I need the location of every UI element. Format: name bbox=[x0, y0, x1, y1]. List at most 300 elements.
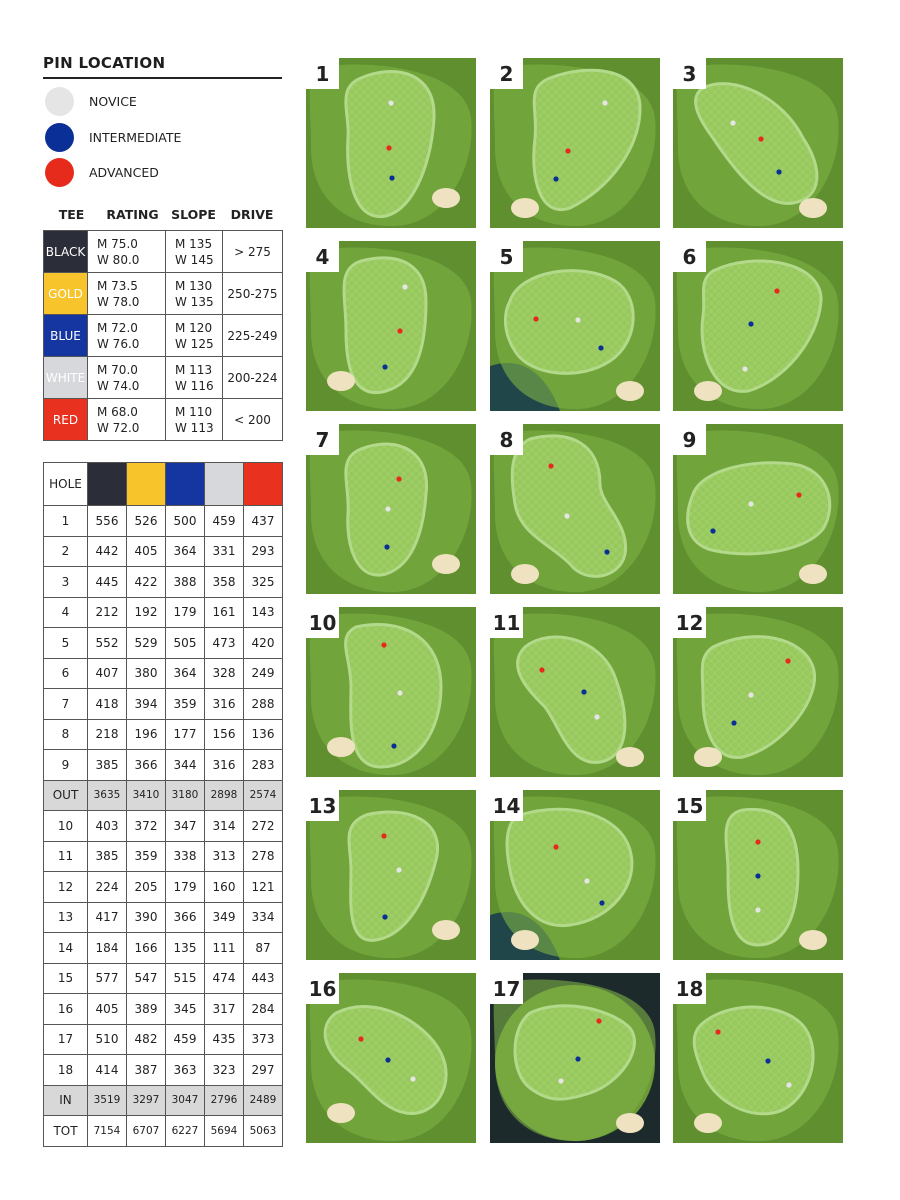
hole-number-badge: 10 bbox=[306, 607, 339, 638]
yardage-cell: 437 bbox=[244, 506, 283, 537]
yardage-cell: 249 bbox=[244, 658, 283, 689]
yardage-cell: 577 bbox=[88, 963, 127, 994]
yardage-cell: 500 bbox=[166, 506, 205, 537]
drive-cell: 250-275 bbox=[223, 273, 283, 315]
hole-number: 2 bbox=[44, 536, 88, 567]
yardage-cell: 323 bbox=[205, 1055, 244, 1086]
yardage-cell: 2574 bbox=[244, 780, 283, 811]
yardage-cell: 403 bbox=[88, 811, 127, 842]
yardage-cell: 5694 bbox=[205, 1116, 244, 1147]
yardage-cell: 196 bbox=[127, 719, 166, 750]
green-diagram-18 bbox=[673, 973, 843, 1143]
yardage-cell: 366 bbox=[166, 902, 205, 933]
yardage-cell: 473 bbox=[205, 628, 244, 659]
yardage-cell: 407 bbox=[88, 658, 127, 689]
yardage-cell: 3297 bbox=[127, 1085, 166, 1116]
rating-men: M 75.0 bbox=[97, 236, 138, 251]
yardage-cell: 7154 bbox=[88, 1116, 127, 1147]
advanced-pin bbox=[785, 658, 790, 663]
green-diagram-6 bbox=[673, 241, 843, 411]
yardage-cell: 328 bbox=[205, 658, 244, 689]
drive-cell: 200-224 bbox=[223, 357, 283, 399]
intermediate-pin bbox=[776, 169, 781, 174]
yardage-cell: 442 bbox=[88, 536, 127, 567]
yardage-cell: 325 bbox=[244, 567, 283, 598]
advanced-pin bbox=[548, 463, 553, 468]
yardage-cell: 3047 bbox=[166, 1085, 205, 1116]
hole-row bbox=[44, 536, 283, 567]
slope-women: W 145 bbox=[175, 252, 214, 267]
yardage-cell: 405 bbox=[88, 994, 127, 1025]
hole-row bbox=[44, 567, 283, 598]
yardage-cell: 6707 bbox=[127, 1116, 166, 1147]
yardage-cell: 443 bbox=[244, 963, 283, 994]
hole-number: TOT bbox=[44, 1116, 88, 1147]
novice-pin-swatch bbox=[45, 87, 74, 116]
yardage-cell: 363 bbox=[166, 1055, 205, 1086]
yardage-cell: 347 bbox=[166, 811, 205, 842]
rating-women: W 74.0 bbox=[97, 378, 140, 393]
yardage-cell: 385 bbox=[88, 750, 127, 781]
hole-number-badge: 13 bbox=[306, 790, 339, 821]
intermediate-pin bbox=[382, 914, 387, 919]
legend-intermediate bbox=[45, 122, 181, 152]
hole-number-badge: 8 bbox=[490, 424, 523, 455]
yardage-cell: 420 bbox=[244, 628, 283, 659]
slope-women: W 116 bbox=[175, 378, 214, 393]
tee-row bbox=[44, 357, 283, 399]
advanced-pin bbox=[396, 476, 401, 481]
intermediate-pin bbox=[384, 544, 389, 549]
yardage-cell: 316 bbox=[205, 750, 244, 781]
yardage-cell: 394 bbox=[127, 689, 166, 720]
tee-row bbox=[44, 273, 283, 315]
yardage-cell: 313 bbox=[205, 841, 244, 872]
slope-cell bbox=[166, 315, 223, 357]
novice-pin bbox=[742, 366, 747, 371]
hole-row bbox=[44, 811, 283, 842]
yardage-cell: 2898 bbox=[205, 780, 244, 811]
yardage-cell: 474 bbox=[205, 963, 244, 994]
slope-cell bbox=[166, 357, 223, 399]
hole-number-badge: 18 bbox=[673, 973, 706, 1004]
tee-row bbox=[44, 231, 283, 273]
yardage-cell: 388 bbox=[166, 567, 205, 598]
hole-number-badge: 4 bbox=[306, 241, 339, 272]
novice-pin bbox=[402, 284, 407, 289]
yardage-cell: 314 bbox=[205, 811, 244, 842]
hole-row bbox=[44, 750, 283, 781]
intermediate-pin-swatch bbox=[45, 123, 74, 152]
yardage-cell: 143 bbox=[244, 597, 283, 628]
hole-row bbox=[44, 963, 283, 994]
yardage-cell: 344 bbox=[166, 750, 205, 781]
yardage-cell: 284 bbox=[244, 994, 283, 1025]
yardage-cell: 3635 bbox=[88, 780, 127, 811]
yardage-cell: 422 bbox=[127, 567, 166, 598]
rating-men: M 73.5 bbox=[97, 278, 138, 293]
advanced-pin bbox=[755, 839, 760, 844]
advanced-pin bbox=[539, 667, 544, 672]
black-tee-swatch bbox=[88, 463, 127, 506]
yardage-cell: 389 bbox=[127, 994, 166, 1025]
drive-header: DRIVE bbox=[230, 207, 274, 222]
green-diagram-7 bbox=[306, 424, 476, 594]
yardage-cell: 192 bbox=[127, 597, 166, 628]
yardage-cell: 359 bbox=[127, 841, 166, 872]
hole-number: IN bbox=[44, 1085, 88, 1116]
rating-women: W 72.0 bbox=[97, 420, 140, 435]
hole-number-badge: 1 bbox=[306, 58, 339, 89]
yardage-cell: 338 bbox=[166, 841, 205, 872]
hole-row bbox=[44, 902, 283, 933]
intermediate-pin bbox=[748, 321, 753, 326]
hole-number: 7 bbox=[44, 689, 88, 720]
blue-tee-swatch bbox=[166, 463, 205, 506]
scorecard-table bbox=[43, 462, 283, 1147]
yardage-cell: 331 bbox=[205, 536, 244, 567]
advanced-pin-swatch bbox=[45, 158, 74, 187]
novice-pin bbox=[558, 1078, 563, 1083]
rating-cell bbox=[88, 315, 166, 357]
yardage-cell: 2489 bbox=[244, 1085, 283, 1116]
slope-men: M 130 bbox=[175, 278, 213, 293]
legend-label: INTERMEDIATE bbox=[89, 129, 182, 145]
tee-row bbox=[44, 399, 283, 441]
advanced-pin bbox=[533, 316, 538, 321]
tee-table-header bbox=[43, 207, 282, 222]
yardage-cell: 316 bbox=[205, 689, 244, 720]
yardage-cell: 87 bbox=[244, 933, 283, 964]
intermediate-pin bbox=[598, 345, 603, 350]
yardage-cell: 111 bbox=[205, 933, 244, 964]
yardage-cell: 272 bbox=[244, 811, 283, 842]
legend-advanced bbox=[45, 157, 159, 187]
hole-number: 16 bbox=[44, 994, 88, 1025]
hole-number-badge: 3 bbox=[673, 58, 706, 89]
hole-number: 8 bbox=[44, 719, 88, 750]
hole-number: 4 bbox=[44, 597, 88, 628]
yardage-cell: 505 bbox=[166, 628, 205, 659]
intermediate-pin bbox=[755, 873, 760, 878]
rating-cell bbox=[88, 231, 166, 273]
yardage-cell: 510 bbox=[88, 1024, 127, 1055]
slope-cell bbox=[166, 273, 223, 315]
novice-pin bbox=[584, 878, 589, 883]
intermediate-pin bbox=[382, 364, 387, 369]
intermediate-pin bbox=[710, 528, 715, 533]
rating-men: M 72.0 bbox=[97, 320, 138, 335]
slope-men: M 113 bbox=[175, 362, 213, 377]
advanced-pin bbox=[381, 833, 386, 838]
rating-women: W 78.0 bbox=[97, 294, 140, 309]
slope-cell bbox=[166, 399, 223, 441]
subtotal-row bbox=[44, 1085, 283, 1116]
hole-number-badge: 5 bbox=[490, 241, 523, 272]
hole-row bbox=[44, 1024, 283, 1055]
novice-pin bbox=[755, 907, 760, 912]
hole-row bbox=[44, 933, 283, 964]
yardage-cell: 156 bbox=[205, 719, 244, 750]
green-diagram-15 bbox=[673, 790, 843, 960]
yardage-cell: 372 bbox=[127, 811, 166, 842]
rating-women: W 76.0 bbox=[97, 336, 140, 351]
hole-row bbox=[44, 841, 283, 872]
yardage-cell: 177 bbox=[166, 719, 205, 750]
hole-row bbox=[44, 628, 283, 659]
advanced-pin bbox=[553, 844, 558, 849]
novice-pin bbox=[748, 501, 753, 506]
slope-header: SLOPE bbox=[171, 207, 216, 222]
hole-row bbox=[44, 658, 283, 689]
yardage-cell: 364 bbox=[166, 658, 205, 689]
green-diagram-14 bbox=[490, 790, 660, 960]
tee-name: BLACK bbox=[44, 231, 88, 273]
white-tee-swatch bbox=[205, 463, 244, 506]
intermediate-pin bbox=[391, 743, 396, 748]
hole-row bbox=[44, 719, 283, 750]
advanced-pin bbox=[596, 1018, 601, 1023]
novice-pin bbox=[786, 1082, 791, 1087]
yardage-cell: 3519 bbox=[88, 1085, 127, 1116]
novice-pin bbox=[730, 120, 735, 125]
yardage-cell: 179 bbox=[166, 872, 205, 903]
yardage-cell: 5063 bbox=[244, 1116, 283, 1147]
yardage-cell: 358 bbox=[205, 567, 244, 598]
hole-number-badge: 14 bbox=[490, 790, 523, 821]
tee-name: RED bbox=[44, 399, 88, 441]
rating-header: RATING bbox=[106, 207, 159, 222]
hole-number: 15 bbox=[44, 963, 88, 994]
hole-number-badge: 7 bbox=[306, 424, 339, 455]
intermediate-pin bbox=[765, 1058, 770, 1063]
yardage-cell: 385 bbox=[88, 841, 127, 872]
hole-number-badge: 9 bbox=[673, 424, 706, 455]
hole-number: 17 bbox=[44, 1024, 88, 1055]
hole-row bbox=[44, 1055, 283, 1086]
yardage-cell: 366 bbox=[127, 750, 166, 781]
yardage-cell: 387 bbox=[127, 1055, 166, 1086]
hole-row bbox=[44, 994, 283, 1025]
slope-men: M 135 bbox=[175, 236, 213, 251]
tee-header: TEE bbox=[58, 207, 85, 222]
green-diagram-5 bbox=[490, 241, 660, 411]
intermediate-pin bbox=[581, 689, 586, 694]
tee-info-table bbox=[43, 230, 283, 441]
yardage-cell: 482 bbox=[127, 1024, 166, 1055]
hole-row bbox=[44, 506, 283, 537]
novice-pin bbox=[410, 1076, 415, 1081]
advanced-pin bbox=[796, 492, 801, 497]
green-diagram-9 bbox=[673, 424, 843, 594]
hole-number: OUT bbox=[44, 780, 88, 811]
pin-location-title: PIN LOCATION bbox=[43, 54, 166, 72]
rating-men: M 70.0 bbox=[97, 362, 138, 377]
hole-number-badge: 2 bbox=[490, 58, 523, 89]
yardage-cell: 435 bbox=[205, 1024, 244, 1055]
yardage-cell: 224 bbox=[88, 872, 127, 903]
hole-number: 18 bbox=[44, 1055, 88, 1086]
green-diagram-3 bbox=[673, 58, 843, 228]
yardage-cell: 205 bbox=[127, 872, 166, 903]
yardage-cell: 552 bbox=[88, 628, 127, 659]
yardage-cell: 459 bbox=[205, 506, 244, 537]
green-diagram-13 bbox=[306, 790, 476, 960]
advanced-pin bbox=[397, 328, 402, 333]
novice-pin bbox=[396, 867, 401, 872]
yardage-cell: 293 bbox=[244, 536, 283, 567]
yardage-cell: 459 bbox=[166, 1024, 205, 1055]
yardage-cell: 445 bbox=[88, 567, 127, 598]
scorecard-header-row bbox=[44, 463, 283, 506]
yardage-cell: 283 bbox=[244, 750, 283, 781]
yardage-cell: 3410 bbox=[127, 780, 166, 811]
yardage-cell: 317 bbox=[205, 994, 244, 1025]
hole-row bbox=[44, 597, 283, 628]
yardage-cell: 414 bbox=[88, 1055, 127, 1086]
yardage-cell: 179 bbox=[166, 597, 205, 628]
rating-men: M 68.0 bbox=[97, 404, 138, 419]
green-diagram-11 bbox=[490, 607, 660, 777]
red-tee-swatch bbox=[244, 463, 283, 506]
yardage-cell: 556 bbox=[88, 506, 127, 537]
subtotal-row bbox=[44, 780, 283, 811]
green-diagram-12 bbox=[673, 607, 843, 777]
rating-cell bbox=[88, 357, 166, 399]
rating-cell bbox=[88, 399, 166, 441]
green-diagram-16 bbox=[306, 973, 476, 1143]
yardage-cell: 161 bbox=[205, 597, 244, 628]
intermediate-pin bbox=[553, 176, 558, 181]
rating-women: W 80.0 bbox=[97, 252, 140, 267]
rating-cell bbox=[88, 273, 166, 315]
yardage-cell: 345 bbox=[166, 994, 205, 1025]
hole-number: 5 bbox=[44, 628, 88, 659]
yardage-cell: 288 bbox=[244, 689, 283, 720]
yardage-cell: 184 bbox=[88, 933, 127, 964]
hole-number-badge: 6 bbox=[673, 241, 706, 272]
green-diagram-10 bbox=[306, 607, 476, 777]
yardage-cell: 212 bbox=[88, 597, 127, 628]
yardage-cell: 334 bbox=[244, 902, 283, 933]
hole-number: 1 bbox=[44, 506, 88, 537]
intermediate-pin bbox=[389, 175, 394, 180]
advanced-pin bbox=[774, 288, 779, 293]
hole-number: 13 bbox=[44, 902, 88, 933]
hole-number-badge: 17 bbox=[490, 973, 523, 1004]
legend-novice bbox=[45, 86, 137, 116]
gold-tee-swatch bbox=[127, 463, 166, 506]
hole-number: 12 bbox=[44, 872, 88, 903]
hole-number-badge: 15 bbox=[673, 790, 706, 821]
novice-pin bbox=[748, 692, 753, 697]
hole-row bbox=[44, 872, 283, 903]
yardage-cell: 135 bbox=[166, 933, 205, 964]
yardage-cell: 515 bbox=[166, 963, 205, 994]
yardage-cell: 349 bbox=[205, 902, 244, 933]
hole-number: 10 bbox=[44, 811, 88, 842]
green-diagram-8 bbox=[490, 424, 660, 594]
hole-number-badge: 11 bbox=[490, 607, 523, 638]
slope-women: W 113 bbox=[175, 420, 214, 435]
yardage-cell: 166 bbox=[127, 933, 166, 964]
slope-women: W 125 bbox=[175, 336, 214, 351]
yardage-cell: 417 bbox=[88, 902, 127, 933]
hole-number: 9 bbox=[44, 750, 88, 781]
hole-number-badge: 12 bbox=[673, 607, 706, 638]
tee-name: GOLD bbox=[44, 273, 88, 315]
yardage-cell: 373 bbox=[244, 1024, 283, 1055]
hole-number: 6 bbox=[44, 658, 88, 689]
yardage-cell: 136 bbox=[244, 719, 283, 750]
yardage-cell: 121 bbox=[244, 872, 283, 903]
slope-men: M 120 bbox=[175, 320, 213, 335]
green-diagram-4 bbox=[306, 241, 476, 411]
intermediate-pin bbox=[604, 549, 609, 554]
yardage-cell: 405 bbox=[127, 536, 166, 567]
intermediate-pin bbox=[731, 720, 736, 725]
hole-header: HOLE bbox=[44, 463, 88, 506]
hole-number: 14 bbox=[44, 933, 88, 964]
yardage-cell: 547 bbox=[127, 963, 166, 994]
drive-cell: 225-249 bbox=[223, 315, 283, 357]
yardage-cell: 529 bbox=[127, 628, 166, 659]
hole-row bbox=[44, 689, 283, 720]
yardage-cell: 418 bbox=[88, 689, 127, 720]
drive-cell: > 275 bbox=[223, 231, 283, 273]
novice-pin bbox=[575, 317, 580, 322]
hole-number-badge: 16 bbox=[306, 973, 339, 1004]
intermediate-pin bbox=[385, 1057, 390, 1062]
yardage-cell: 6227 bbox=[166, 1116, 205, 1147]
yardage-cell: 160 bbox=[205, 872, 244, 903]
tee-name: BLUE bbox=[44, 315, 88, 357]
advanced-pin bbox=[386, 145, 391, 150]
yardage-cell: 359 bbox=[166, 689, 205, 720]
advanced-pin bbox=[381, 642, 386, 647]
novice-pin bbox=[594, 714, 599, 719]
drive-cell: < 200 bbox=[223, 399, 283, 441]
tee-name: WHITE bbox=[44, 357, 88, 399]
advanced-pin bbox=[758, 136, 763, 141]
yardage-cell: 3180 bbox=[166, 780, 205, 811]
advanced-pin bbox=[358, 1036, 363, 1041]
total-row bbox=[44, 1116, 283, 1147]
legend-label: ADVANCED bbox=[89, 164, 159, 180]
yardage-cell: 297 bbox=[244, 1055, 283, 1086]
hole-number: 11 bbox=[44, 841, 88, 872]
novice-pin bbox=[388, 100, 393, 105]
intermediate-pin bbox=[575, 1056, 580, 1061]
advanced-pin bbox=[715, 1029, 720, 1034]
advanced-pin bbox=[565, 148, 570, 153]
yardage-cell: 218 bbox=[88, 719, 127, 750]
green-diagram-1 bbox=[306, 58, 476, 228]
slope-women: W 135 bbox=[175, 294, 214, 309]
slope-cell bbox=[166, 231, 223, 273]
yardage-cell: 364 bbox=[166, 536, 205, 567]
novice-pin bbox=[564, 513, 569, 518]
legend-label: NOVICE bbox=[89, 93, 137, 109]
yardage-cell: 390 bbox=[127, 902, 166, 933]
yardage-cell: 380 bbox=[127, 658, 166, 689]
intermediate-pin bbox=[599, 900, 604, 905]
novice-pin bbox=[602, 100, 607, 105]
slope-men: M 110 bbox=[175, 404, 213, 419]
novice-pin bbox=[385, 506, 390, 511]
green-diagram-2 bbox=[490, 58, 660, 228]
green-diagram-17 bbox=[490, 973, 660, 1143]
